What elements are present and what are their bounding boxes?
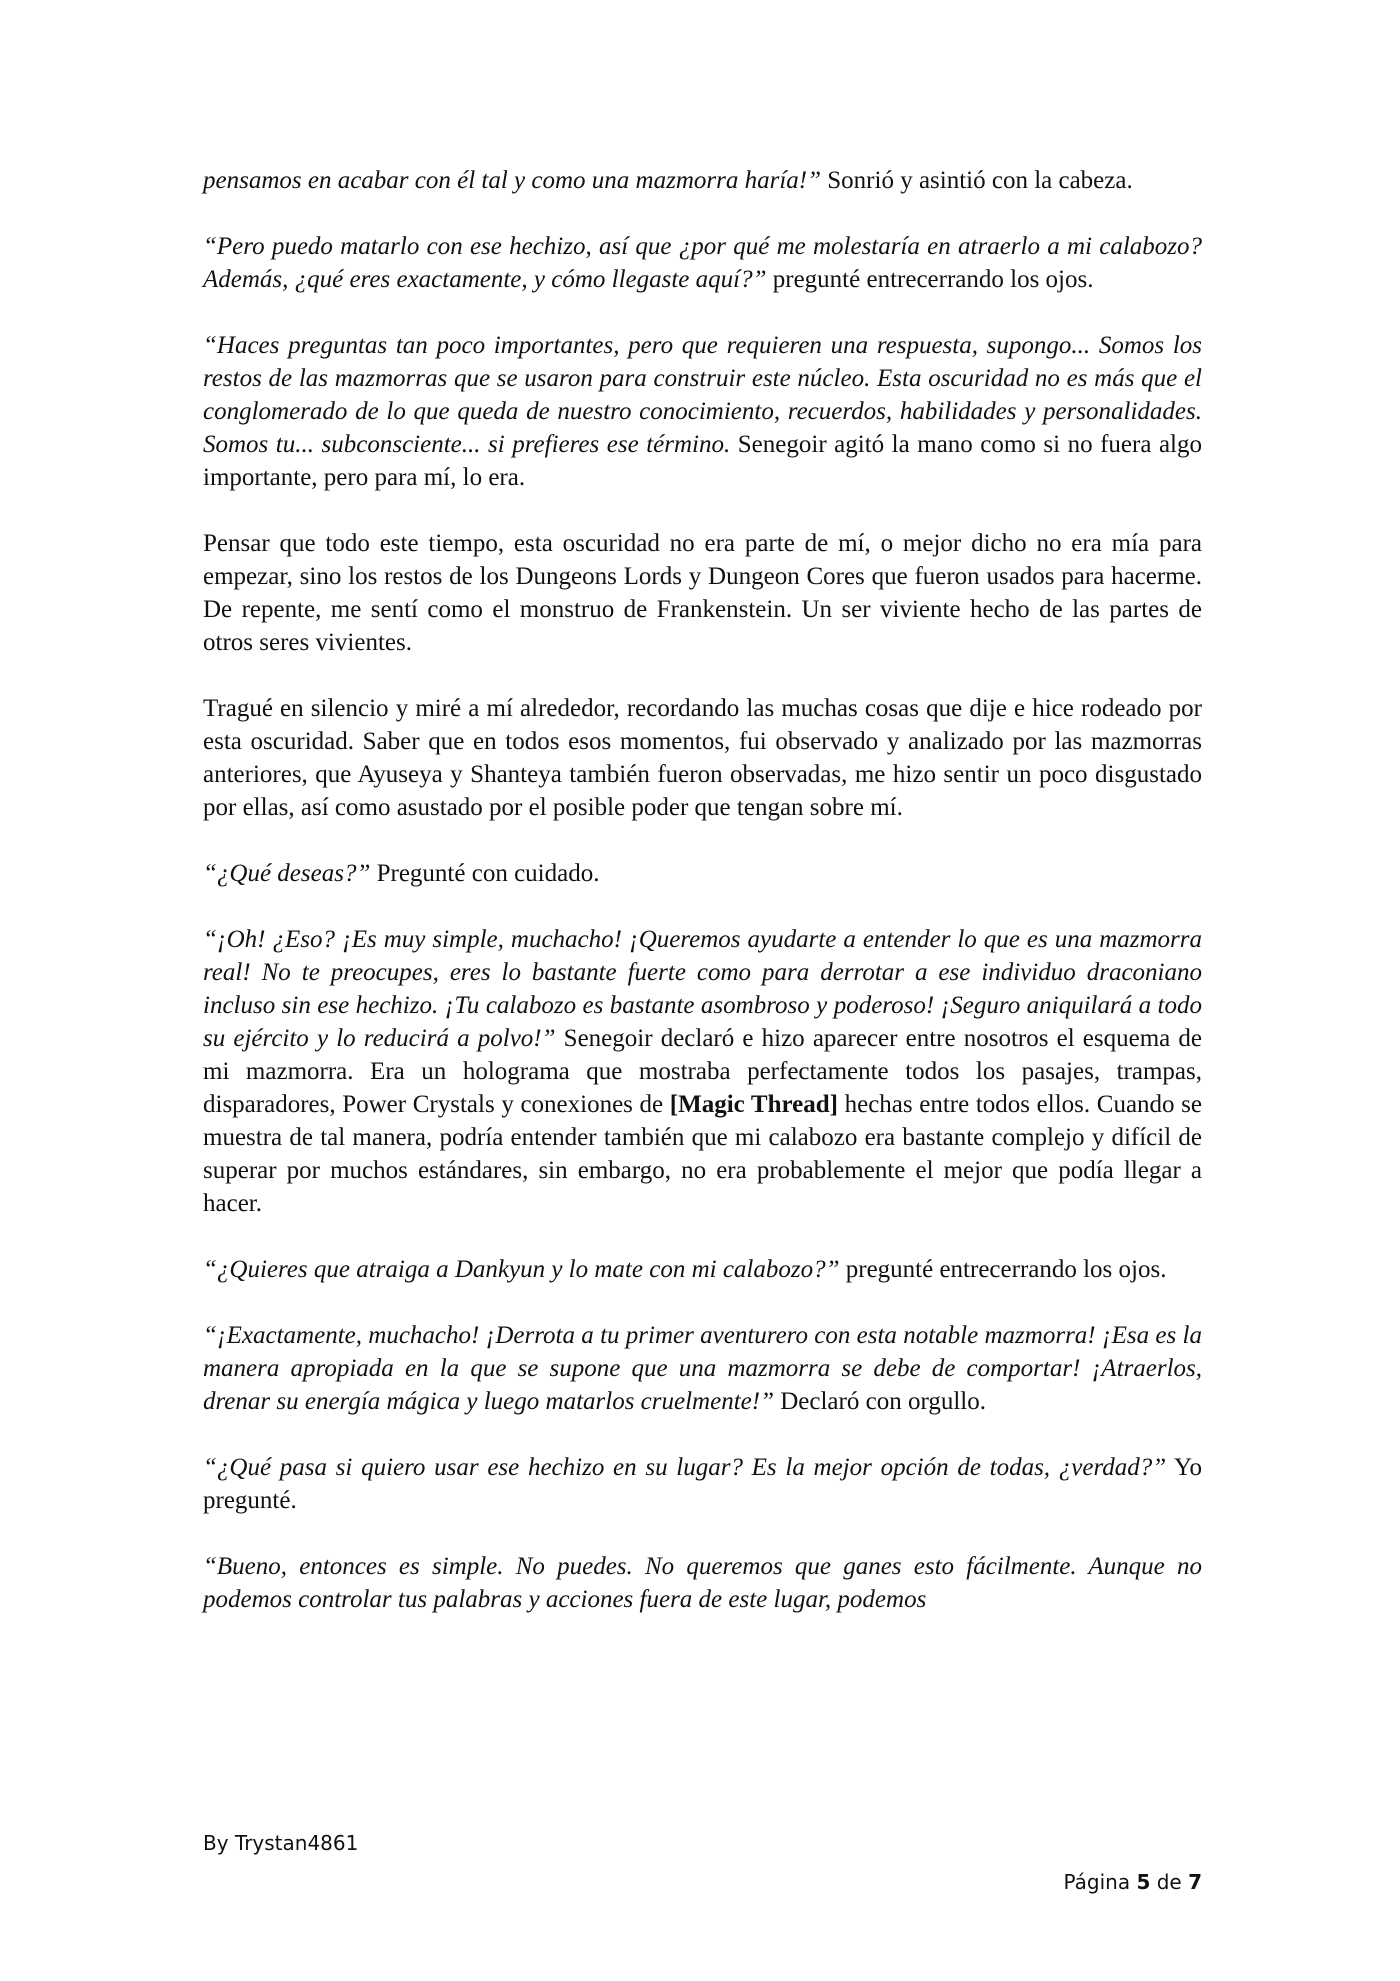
paragraph	[203, 1550, 1202, 1616]
paragraph	[203, 692, 1202, 824]
paragraph	[203, 1319, 1202, 1418]
paragraph	[203, 1253, 1202, 1286]
narration-text: pregunté entrecerrando los ojos.	[839, 1256, 1167, 1283]
body-text	[203, 164, 1202, 1649]
narration-text: Pregunté con cuidado.	[370, 860, 600, 887]
page-current: 5	[1136, 1870, 1151, 1894]
paragraph	[203, 329, 1202, 494]
dialogue-text: “Haces preguntas tan poco importantes, pero que requieren una respuesta, supongo... Somos los restos de las mazmorras que se usaron para construir este núcleo. Esta oscuridad no es más que el conglomerado de lo que queda de nuestro conocimiento, recuerdos, habilidades y personalidades. Somos tu... subconsciente... si prefieres ese término.	[203, 332, 1202, 458]
narration-text: Declaró con orgullo.	[773, 1388, 986, 1415]
paragraph	[203, 923, 1202, 1220]
narration-text: pregunté entrecerrando los ojos.	[766, 266, 1094, 293]
dialogue-text: “Pero puedo matarlo con ese hechizo, así que ¿por qué me molestaría en atraerlo a mi calabozo? Además, ¿qué eres exactamente, y cómo llegaste aquí?”	[203, 233, 1202, 293]
narration-text: Tragué en silencio y miré a mí alrededor, recordando las muchas cosas que dije e hice rodeado por esta oscuridad. Saber que en todos esos momentos, fui observado y analizado por las mazmorras anteriores, que Ayuseya y Shanteya también fueron observadas, me hizo sentir un poco disgustado por ellas, así como asustado por el posible poder que tengan sobre mí.	[203, 695, 1202, 821]
dialogue-text: “Bueno, entonces es simple. No puedes. No queremos que ganes esto fácilmente. Aunque no podemos controlar tus palabras y acciones fuera de este lugar, podemos	[203, 1553, 1202, 1613]
narration-text: Senegoir declaró e hizo aparecer entre nosotros el esquema de mi mazmorra. Era un holograma que mostraba perfectamente todos los pasajes, trampas, disparadores, Power Crystals y conexiones de	[203, 1025, 1202, 1118]
page-total: 7	[1188, 1870, 1202, 1894]
paragraph	[203, 230, 1202, 296]
paragraph	[203, 164, 1202, 197]
narration-text: Yo pregunté.	[203, 1454, 1203, 1514]
footer-author: By Trystan4861	[203, 1831, 359, 1855]
dialogue-text: “¿Qué pasa si quiero usar ese hechizo en su lugar? Es la mejor opción de todas, ¿verdad?”	[203, 1454, 1167, 1481]
dialogue-text: “¿Qué deseas?”	[203, 860, 371, 887]
paragraph	[203, 527, 1202, 659]
page-of-label: de	[1156, 1870, 1182, 1894]
dialogue-text: pensamos en acabar con él tal y como una mazmorra haría!”	[203, 167, 822, 194]
dialogue-text: “¡Oh! ¿Eso? ¡Es muy simple, muchacho! ¡Queremos ayudarte a entender lo que es una mazmorra real! No te preocupes, eres lo bastante fuerte como para derrotar a ese individuo draconiano incluso sin ese hechizo. ¡Tu calabozo es bastante asombroso y poderoso! ¡Seguro aniquilará a todo su ejército y lo reducirá a polvo!”	[203, 926, 1202, 1052]
paragraph	[203, 1451, 1202, 1517]
narration-text: Sonrió y asintió con la cabeza.	[821, 167, 1133, 194]
narration-text: Pensar que todo este tiempo, esta oscuridad no era parte de mí, o mejor dicho no era mía para empezar, sino los restos de los Dungeons Lords y Dungeon Cores que fueron usados para hacerme. De repente, me sentí como el monstruo de Frankenstein. Un ser viviente hecho de las partes de otros seres vivientes.	[203, 530, 1202, 656]
dialogue-text: “¡Exactamente, muchacho! ¡Derrota a tu primer aventurero con esta notable mazmorra! ¡Esa es la manera apropiada en la que se supone que una mazmorra se debe de comportar! ¡Atraerlos, drenar su energía mágica y luego matarlos cruelmente!”	[203, 1322, 1202, 1415]
bold-term: [Magic Thread]	[669, 1091, 838, 1118]
narration-text: Senegoir agitó la mano como si no fuera algo importante, pero para mí, lo era.	[203, 431, 1203, 491]
narration-text: hechas entre todos ellos. Cuando se muestra de tal manera, podría entender también que mi calabozo era bastante complejo y difícil de superar por muchos estándares, sin embargo, no era probablemente el mejor que podía llegar a hacer.	[203, 1091, 1203, 1217]
page-number	[1063, 1870, 1202, 1894]
page-label: Página	[1063, 1870, 1131, 1894]
dialogue-text: “¿Quieres que atraiga a Dankyun y lo mate con mi calabozo?”	[203, 1256, 840, 1283]
paragraph	[203, 857, 1202, 890]
